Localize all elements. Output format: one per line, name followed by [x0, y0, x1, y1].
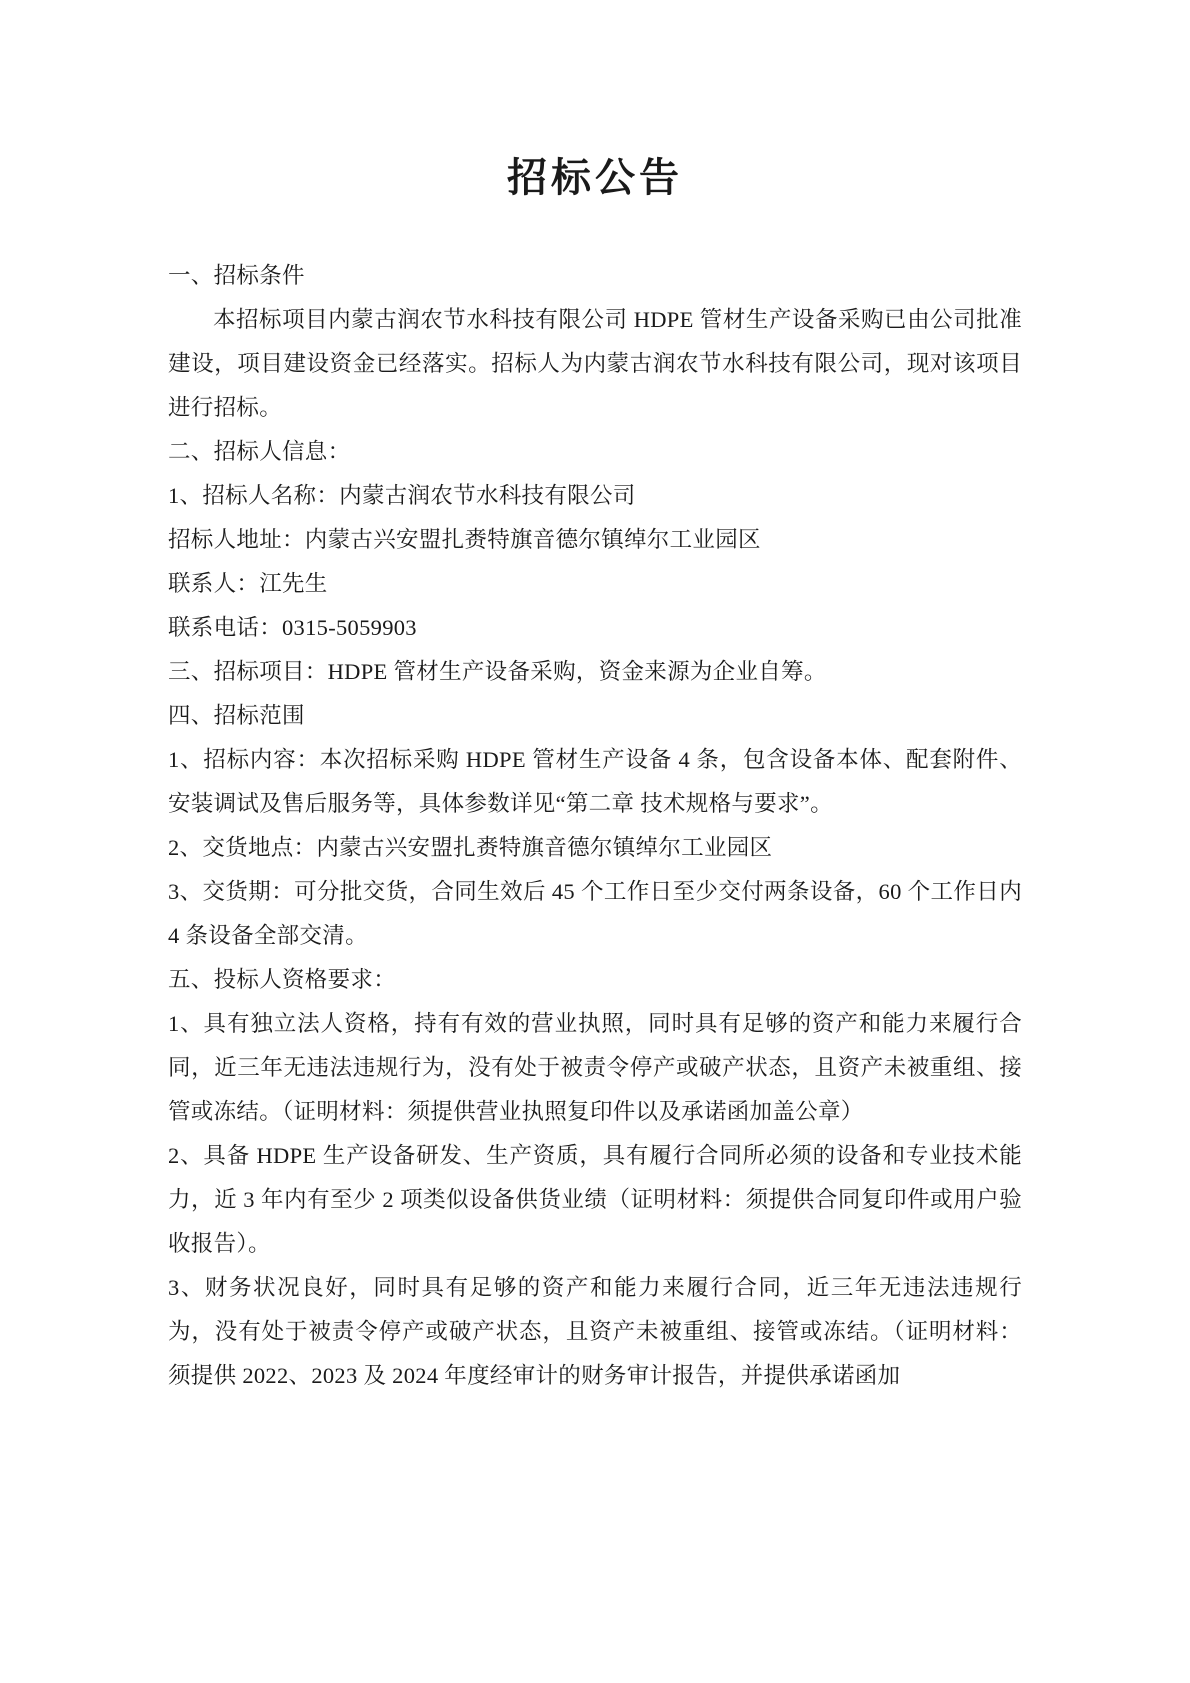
paragraph-contact-phone: 联系电话：0315-5059903: [168, 615, 417, 640]
paragraph-delivery-period: 3、交货期：可分批交货，合同生效后 45 个工作日至少交付两条设备，60 个工作日内 4 条设备全部交清。: [168, 879, 1022, 948]
paragraph-contact-person: 联系人：江先生: [168, 571, 328, 596]
section-heading-tender-project: 三、招标项目：HDPE 管材生产设备采购，资金来源为企业自筹。: [168, 659, 827, 684]
paragraph-qualification-item-2: 2、具备 HDPE 生产设备研发、生产资质，具有履行合同所必须的设备和专业技术能力，近 3 年内有至少 2 项类似设备供货业绩（证明材料：须提供合同复印件或用户验收报告）。: [168, 1143, 1022, 1256]
paragraph-tenderer-name: 1、招标人名称：内蒙古润农节水科技有限公司: [168, 483, 636, 508]
document-body: [168, 254, 1022, 1398]
section-heading-tender-scope: 四、招标范围: [168, 703, 305, 728]
section-heading-tender-conditions: 一、招标条件: [168, 263, 305, 288]
paragraph-qualification-item-3: 3、财务状况良好，同时具有足够的资产和能力来履行合同，近三年无违法违规行为，没有处于被责令停产或破产状态，且资产未被重组、接管或冻结。（证明材料：须提供 2022、2023 及 2024 年度经审计的财务审计报告，并提供承诺函加: [168, 1275, 1022, 1388]
page-title: 招标公告: [507, 155, 683, 200]
paragraph-tenderer-address: 招标人地址：内蒙古兴安盟扎赉特旗音德尔镇绰尔工业园区: [168, 527, 761, 552]
paragraph-tender-content: 1、招标内容：本次招标采购 HDPE 管材生产设备 4 条，包含设备本体、配套附件、安装调试及售后服务等，具体参数详见“第二章 技术规格与要求”。: [168, 747, 1022, 816]
paragraph-qualification-item-1: 1、具有独立法人资格，持有有效的营业执照，同时具有足够的资产和能力来履行合同，近三年无违法违规行为，没有处于被责令停产或破产状态，且资产未被重组、接管或冻结。（证明材料：须提供营业执照复印件以及承诺函加盖公章）: [168, 1011, 1022, 1124]
section-heading-tenderer-info: 二、招标人信息：: [168, 439, 351, 464]
paragraph-delivery-place: 2、交货地点：内蒙古兴安盟扎赉特旗音德尔镇绰尔工业园区: [168, 835, 773, 860]
paragraph-tender-conditions-body: 本招标项目内蒙古润农节水科技有限公司 HDPE 管材生产设备采购已由公司批准建设，项目建设资金已经落实。招标人为内蒙古润农节水科技有限公司，现对该项目进行招标。: [168, 307, 1022, 420]
section-heading-bidder-qualifications: 五、投标人资格要求：: [168, 967, 397, 992]
